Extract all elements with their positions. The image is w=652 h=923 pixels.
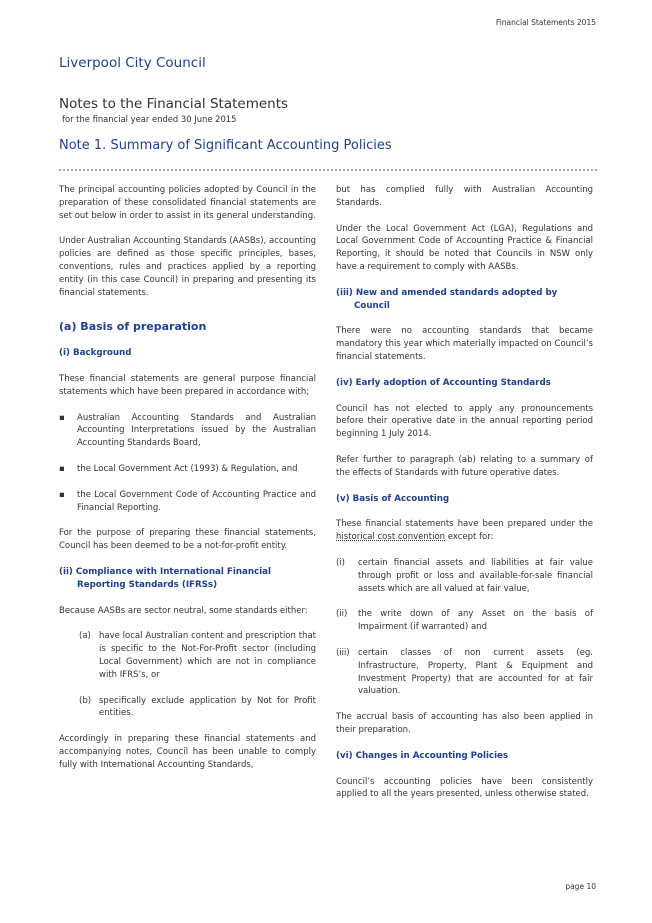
heading-background: (i) Background xyxy=(59,348,132,359)
dotted-divider xyxy=(59,169,597,171)
document-title: Notes to the Financial Statements xyxy=(59,96,289,112)
list-item: (b) specifically exclude application by Not for Profit entities. xyxy=(79,695,316,719)
council-name: Liverpool City Council xyxy=(59,55,206,71)
paragraph: Under Australian Accounting Standards (AASBs), accounting policies are defined as those specific principles, bases, conventions, rules and practices applied by a reporting entity (in this case Council) in preparing and presenting its financial statements. xyxy=(59,236,316,298)
list-item: ▪ the Local Government Code of Accounting Practice and Financial Reporting. xyxy=(59,489,316,513)
bullet-icon: ▪ xyxy=(59,412,65,423)
paragraph: Council’s accounting policies have been consistently applied to all the years presented, unless otherwise stated. xyxy=(336,776,593,800)
left-column xyxy=(59,184,316,785)
paragraph: These financial statements have been prepared under the historical cost convention except for: xyxy=(336,519,593,543)
bullet-list xyxy=(59,412,316,515)
paragraph: These financial statements are general purpose financial statements which have been prepared in accordance with; xyxy=(59,373,316,397)
paragraph: Because AASBs are sector neutral, some standards either: xyxy=(59,605,308,616)
right-column xyxy=(336,184,593,814)
note-title: Note 1. Summary of Significant Accounting Policies xyxy=(59,138,392,153)
paragraph: Accordingly in preparing these financial statements and accompanying notes, Council has been unable to comply fully with International Accounting Standards, xyxy=(59,734,316,770)
paragraph: Under the Local Government Act (LGA), Regulations and Local Government Code of Accounting Practice & Financial Reporting, it should be noted that Councils in NSW only have a requirement to comply with AASBs. xyxy=(336,223,593,272)
paragraph: The accrual basis of accounting has also been applied in their preparation. xyxy=(336,712,593,735)
paragraph: There were no accounting standards that became mandatory this year which materially impacted on Council’s financial statements. xyxy=(336,326,593,362)
paragraph: Refer further to paragraph (ab) relating to a summary of the effects of Standards with future operative dates. xyxy=(336,454,593,478)
paragraph: but has complied fully with Australian Accounting Standards. xyxy=(336,185,593,208)
paragraph: Council has not elected to apply any pronouncements before their operative date in the annual reporting period beginning 1 July 2014. xyxy=(336,403,593,440)
paragraph: The principal accounting policies adopted by Council in the preparation of these consolidated financial statements are set out below in order to assist in its general understanding. xyxy=(59,185,316,221)
heading-basis-of-preparation: (a) Basis of preparation xyxy=(59,320,207,334)
document-subtitle: for the financial year ended 30 June 2015 xyxy=(62,114,237,124)
list-item: (iii) certain classes of non current assets (eg. Infrastructure, Property, Plant & Equipment and Investment Property) that are accounted for at fair valuation. xyxy=(336,647,593,697)
heading-basis-of-accounting: (v) Basis of Accounting xyxy=(336,493,450,504)
emphasis-text: historical cost convention xyxy=(336,532,446,543)
heading-changes-policies: (vi) Changes in Accounting Policies xyxy=(336,750,509,761)
list-item: (ii) the write down of any Asset on the basis of Impairment (if warranted) and xyxy=(336,609,593,633)
bullet-icon: ▪ xyxy=(59,489,65,500)
paragraph: For the purpose of preparing these financial statements, Council has been deemed to be a not-for-profit entity. xyxy=(59,528,316,552)
heading-ifrs-compliance: (ii) Compliance with International Financial Reporting Standards (IFRSs) xyxy=(59,566,272,590)
running-header: Financial Statements 2015 xyxy=(495,18,596,27)
bullet-icon: ▪ xyxy=(59,463,65,474)
heading-new-standards: (iii) New and amended standards adopted by Council xyxy=(336,287,558,311)
list-item: (a) have local Australian content and prescription that is specific to the Not-For-Profit sector (including Local Government) which are not in compliance with IFRS’s, or xyxy=(79,631,316,680)
list-item: ▪ the Local Government Act (1993) & Regulation, and xyxy=(59,463,298,474)
heading-early-adoption: (iv) Early adoption of Accounting Standards xyxy=(336,377,551,388)
page-number: page 10 xyxy=(565,882,596,891)
list-item: ▪ Australian Accounting Standards and Australian Accounting Interpretations issued by the Australian Accounting Standards Board, xyxy=(59,412,316,449)
roman-list xyxy=(336,557,593,698)
list-item: (i) certain financial assets and liabilities at fair value through profit or loss and available-for-sale financial assets which are all valued at fair value, xyxy=(336,557,593,594)
lettered-list xyxy=(59,630,316,720)
